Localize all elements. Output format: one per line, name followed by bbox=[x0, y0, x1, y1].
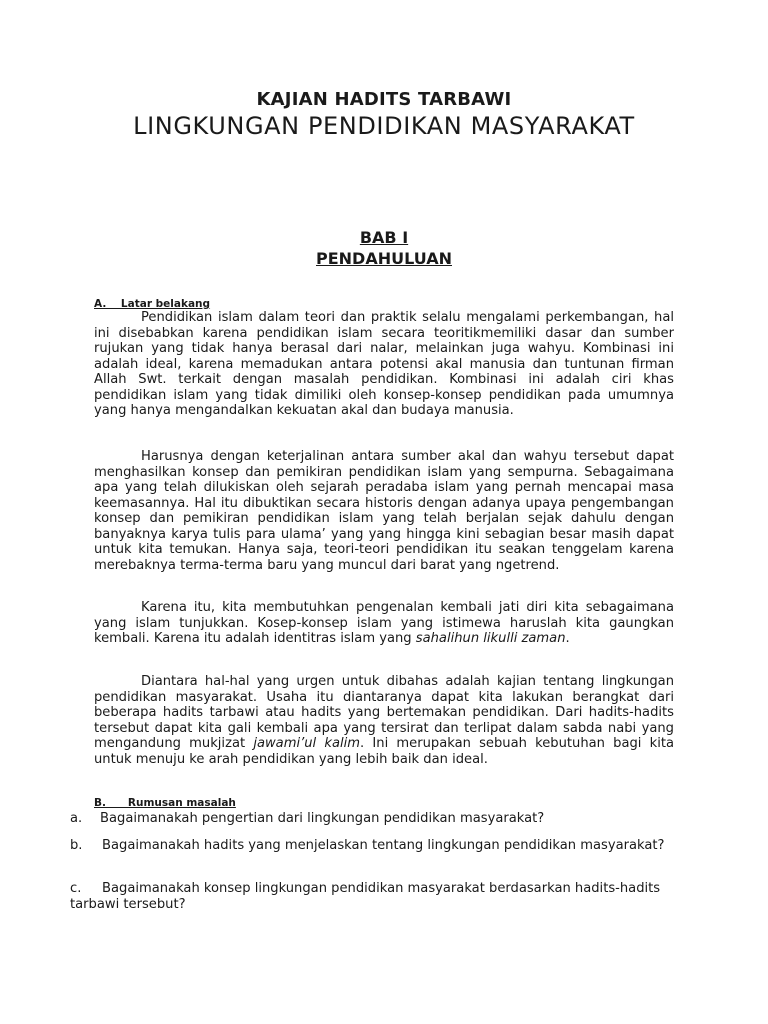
question-text: Bagaimanakah konsep lingkungan pendidikan masyarakat berdasarkan hadits-hadits tarbawi tersebut? bbox=[70, 881, 661, 912]
paragraph-1 bbox=[94, 310, 674, 419]
question-item-b bbox=[70, 838, 674, 854]
question-item-c bbox=[70, 881, 674, 912]
question-letter: a. bbox=[70, 811, 83, 826]
section-b-heading: B. Rumusan masalah bbox=[94, 797, 236, 809]
document-title-main: LINGKUNGAN PENDIDIKAN MASYARAKAT bbox=[133, 112, 635, 140]
paragraph-4-italic: jawami’ul kalim bbox=[253, 736, 361, 751]
question-item-a bbox=[70, 811, 674, 827]
section-a-heading: A. Latar belakang bbox=[94, 298, 211, 310]
question-letter: c. bbox=[70, 881, 82, 896]
paragraph-3-text: Karena itu, kita membutuhkan pengenalan kembali jati diri kita sebagaimana yang islam tunjukkan. Kosep-konsep islam yang istimewa haruslah kita gaungkan kembali. Karena itu adalah identitras islam yang bbox=[94, 600, 674, 646]
paragraph-4-text: Diantara hal-hal yang urgen untuk dibahas adalah kajian tentang lingkungan pendidikan masyarakat. Usaha itu diantaranya dapat kita lakukan berangkat dari beberapa hadits tarbawi atau hadits yang bertemakan pendidikan. Dari hadits-hadits tersebut dapat kita gali kembali apa yang tersirat dan terlipat dalam sabda nabi yang mengandung mukjizat bbox=[94, 674, 674, 751]
document-title-top: KAJIAN HADITS TARBAWI bbox=[256, 89, 512, 110]
paragraph-3-italic: sahalihun likulli zaman bbox=[415, 631, 566, 646]
paragraph-2-text: Harusnya dengan keterjalinan antara sumber akal dan wahyu tersebut dapat menghasilkan konsep dan pemikiran pendidikan islam yang sempurna. Sebagaimana apa yang telah dilukiskan oleh sejarah peradaba islam yang pernah mencapai masa keemasannya. Hal itu dibuktikan secara historis dengan adanya upaya pengembangan konsep dan pemikiran pendidikan islam yang telah berjalan sejak dahulu dengan banyaknya karya tulis para ulama’ yang yang hingga kini sebagian besar masih dapat untuk kita temukan. Hanya saja, teori-teori pendidikan itu seakan tenggelam karena merebaknya terma-terma baru yang muncul dari barat yang ngetrend. bbox=[94, 449, 674, 573]
chapter-label: BAB I bbox=[359, 228, 409, 247]
paragraph-4-end: . Ini merupakan sebuah kebutuhan bagi kita untuk menuju ke arah pendidikan yang lebih baik dan ideal. bbox=[94, 736, 675, 767]
paragraph-1-text: Pendidikan islam dalam teori dan praktik selalu mengalami perkembangan, hal ini disebabkan karena pendidikan islam secara teoritikmemiliki dasar dan sumber rujukan yang tidak hanya berasal dari nalar, melainkan juga wahyu. Kombinasi ini adalah ideal, karena memadukan antara potensi akal manusia dan tuntunan firman Allah Swt. terkait dengan masalah pendidikan. Kombinasi ini adalah ciri khas pendidikan islam yang tidak dimiliki oleh konsep-konsep pendidikan pada umumnya yang hanya mengandalkan kekuatan akal dan budaya manusia. bbox=[94, 310, 674, 418]
chapter-name: PENDAHULUAN bbox=[316, 249, 452, 268]
question-letter: b. bbox=[70, 838, 83, 853]
paragraph-3-end: . bbox=[565, 631, 570, 646]
question-text: Bagaimanakah hadits yang menjelaskan tentang lingkungan pendidikan masyarakat? bbox=[102, 838, 665, 853]
question-text: Bagaimanakah pengertian dari lingkungan pendidikan masyarakat? bbox=[100, 811, 545, 826]
paragraph-2 bbox=[94, 449, 674, 573]
paragraph-4 bbox=[94, 674, 674, 767]
paragraph-3 bbox=[94, 600, 674, 647]
